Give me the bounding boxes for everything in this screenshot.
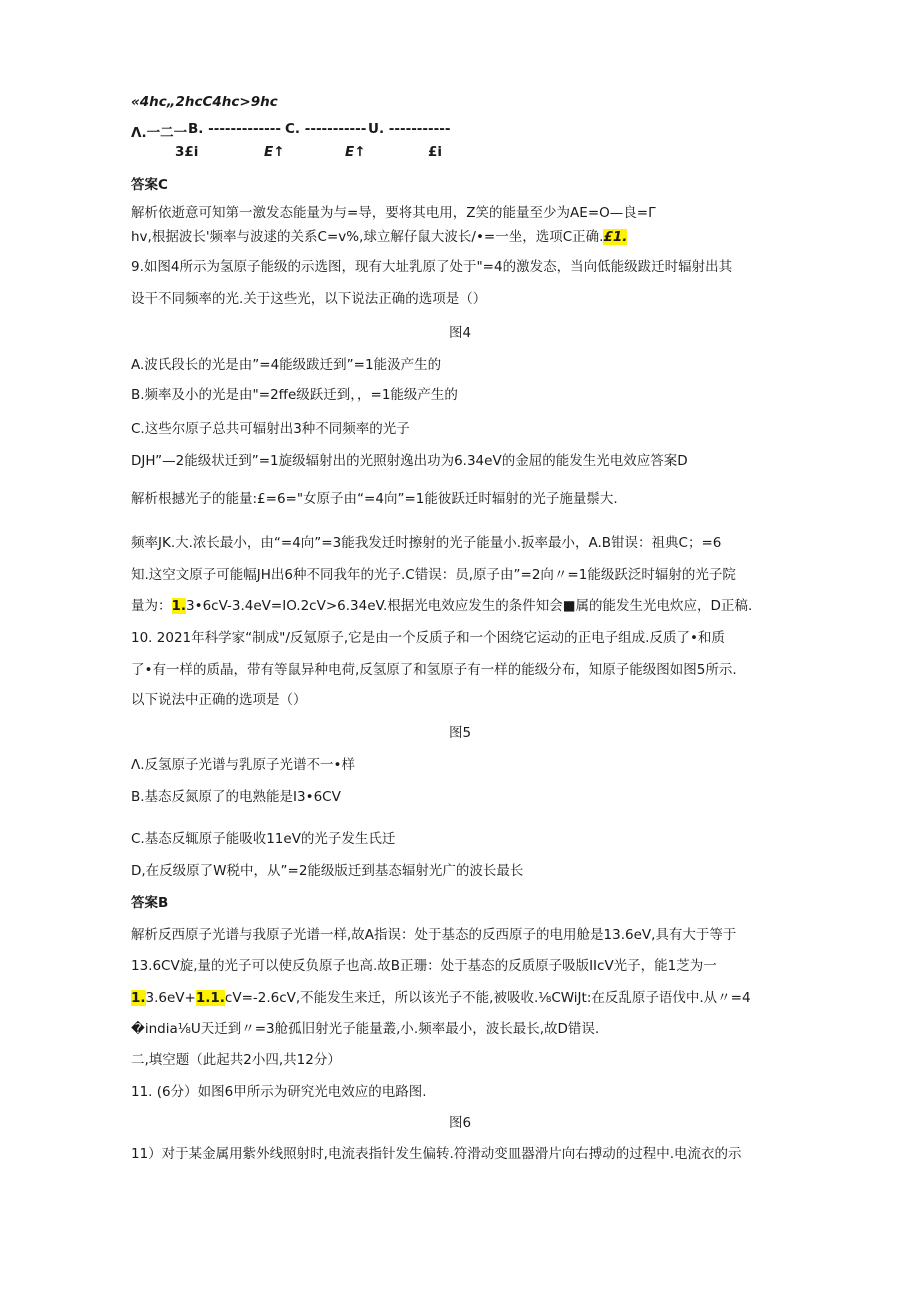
q9-analysis-prefix: 量为：	[131, 598, 172, 614]
q10-figure-caption: 图5	[448, 725, 472, 741]
q9-analysis-line-3: 知.这空文原子可能幅JH出6种不同我年的光子.C错误：员,原子由”=2向〃=1能级跃泛时辐射的光子院	[131, 567, 736, 583]
q8-analysis-line-2	[131, 227, 627, 247]
highlight: £1.	[603, 229, 628, 245]
q9-analysis-line-1: 解析根撼光子的能量:£=6="女原子由“=4向”=1能彼跃迁时辐射的光子施量鬃大.	[131, 491, 618, 507]
highlight: 1.	[131, 990, 146, 1006]
q10-analysis-line-3	[131, 988, 751, 1008]
q9-analysis-text: 3•6cV-3.4eV=IO.2cV>6.34eV.根据光电效应发生的条件知会■属的能发生光电炊应，D正稿.	[186, 598, 753, 614]
q10-option-d: D,在反级原了W税中，从”=2能级版迁到基态辐射光广的波长最长	[131, 863, 524, 879]
section-heading: 二,填空题（此起共2小四,共12分）	[131, 1052, 341, 1068]
q9-stem-line-2: 设干不同频率的光.关于这些光，以下说法正确的选项是（）	[131, 291, 487, 307]
q10-option-b: B.基态反氮原了的电熟能是I3•6CV	[131, 789, 341, 805]
q9-option-a: A.波氏段长的光是由”=4能级跋迁到”=1能汲产生的	[131, 357, 442, 373]
q10-analysis-text: 3.6eV+	[145, 990, 196, 1006]
q9-option-c: C.这些尔原子总共可辐射出3种不同频率的光子	[131, 421, 410, 437]
q9-option-d-answer: DJH”—2能级状迁到”=1旋级辐射出的光照射逸出功为6.34eV的金屈的能发生光电效应答案D	[131, 453, 688, 469]
q10-analysis-text: cV=-2.6cV,不能发生来迁，所以该光子不能,被吸收.⅛CWiJt:在反乱原子语伐中.从〃=4	[224, 990, 751, 1006]
q9-stem-line-1: 9.如图4所示为氢原子能级的示选图，现有大址乳原了处于"=4的激发态，当向低能级跋迁时辐射出其	[131, 259, 733, 275]
q10-stem-line-2: 了•有一样的质晶，带有等鼠异种电荷,反氢原了和氢原子有一样的能级分布，知原子能级图如图5所示.	[131, 662, 737, 678]
q8-option-a: Λ.一二一	[131, 125, 188, 141]
q8-formula: «4hc„2hcC4hc>9hc	[131, 94, 278, 110]
q9-option-b: B.频率及小的光是由"=2ffe级跃迁到，，=1能级产生的	[131, 387, 458, 403]
q8-answer: 答案C	[131, 177, 168, 193]
q10-analysis-line-4: �india⅛U天迁到〃=3舱孤旧射光子能量叢,小.频率最小，波长最长,故D错误.	[131, 1021, 600, 1037]
q10-analysis-line-1: 解析反西原子光谱与我原子光谱一样,故A指误：处于基态的反西原子的电用舱是13.6eV,具有大于等于	[131, 927, 737, 943]
q11-part-1: 11）对于某金属用紫外线照射时,电流表指针发生偏转.符滑动变皿器滑片向右搏动的过程中.电流衣的示	[131, 1146, 742, 1162]
q8-option-b: B. -------------	[188, 121, 281, 137]
q10-option-c: C.基态反辄原子能吸收11eV的光子发生氏迁	[131, 831, 396, 847]
q8-analysis-line-1: 解析依逝意可知第一激发态能量为与=导，要将其电用，Z笑的能量至少为AE=O—良=Γ	[131, 205, 656, 221]
q8-analysis-text: hv,根据波长'频率与波逑的关系C=v%,球立解仔鼠大波长/•=一坐，选项C正确.	[131, 229, 604, 245]
q8-option-c-sub: E↑	[345, 144, 366, 160]
q8-option-d-sub: £i	[428, 144, 443, 160]
q8-option-c: C. -----------	[285, 121, 367, 137]
q9-analysis-line-4	[131, 596, 752, 616]
q9-analysis-line-2: 频率JK.大.浓长最小，由“=4向”=3能我发迁时擦射的光子能量小.扳率最小，A.B钳误：祖典C；=6	[131, 535, 722, 551]
q11-figure-caption: 图6	[448, 1115, 472, 1131]
highlight: 1.1.	[195, 990, 225, 1006]
q10-answer: 答案B	[131, 895, 169, 911]
q9-figure-caption: 图4	[448, 325, 472, 341]
q8-option-d: U. -----------	[368, 121, 451, 137]
q10-analysis-line-2: 13.6CV旋,量的光子可以使反负原子也高.故B正珊：处于基态的反质原子吸版IIcV光子，能1芝为一	[131, 958, 717, 974]
q10-stem-line-1: 10. 2021年科学家“制成"/反氪原子,它是由一个反质子和一个困绕它运动的正电子组成.反质了•和质	[131, 630, 725, 646]
q8-option-b-sub: E↑	[264, 144, 285, 160]
q11-stem: 11. (6分）如图6甲所示为研究光电效应的电路图.	[131, 1084, 427, 1100]
q10-option-a: Λ.反氢原子光谱与乳原子光谱不一•样	[131, 757, 355, 773]
q10-stem-line-3: 以下说法中正确的选项是（）	[131, 692, 307, 708]
q8-option-a-sub: 3£i	[175, 144, 199, 160]
highlight: 1.	[171, 598, 187, 614]
